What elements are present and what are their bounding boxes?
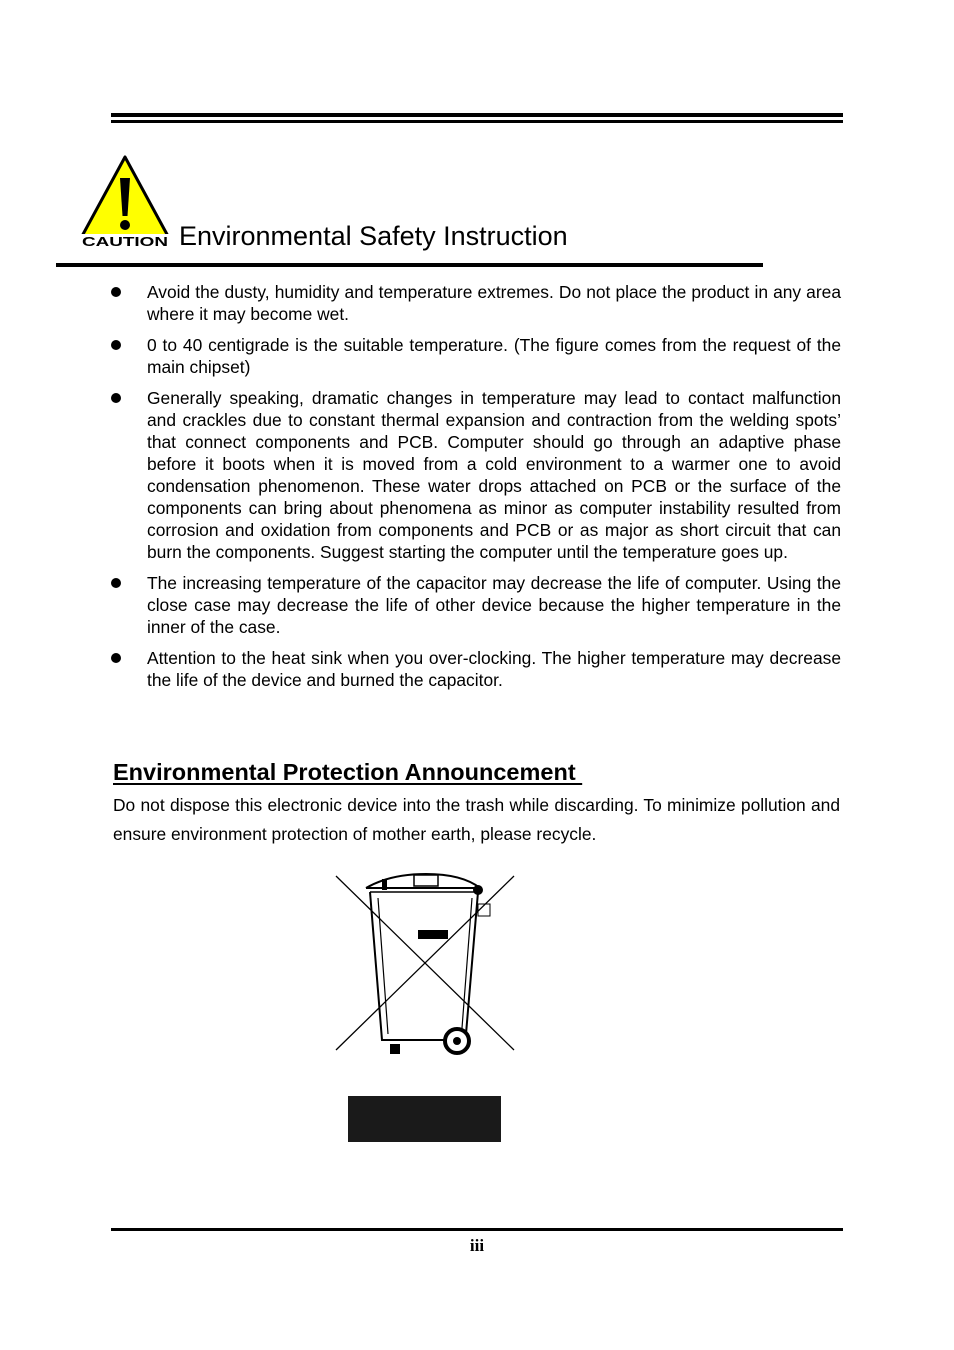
- list-item-text: Attention to the heat sink when you over-clocking. The higher temperature may decrease the life of the device and burned the capacitor.: [147, 648, 841, 690]
- crossed-out-wheelie-bin-icon: [330, 868, 522, 1060]
- bullet-icon: [111, 393, 121, 403]
- announcement-body: Do not dispose this electronic device into the trash while discarding. To minimize pollution and ensure environment protection of mother earth, please recycle.: [113, 795, 840, 844]
- list-item-text: Generally speaking, dramatic changes in temperature may lead to contact malfunction and crackles due to constant thermal expansion and contraction from the welding spots’ that connect components and PCB. Computer should go through an adaptive phase before it boots when it is moved from a cold environment to a warmer one to avoid condensation phenomenon. These water drops attached on PCB or the surface of the components can bring about phenomena as minor as computer instability resulted from corrosion and oxidation from components and PCB or as major as short circuit that can burn the components. Suggest starting the computer until the temperature goes up.: [147, 388, 841, 562]
- header-rule-thick: [111, 113, 843, 117]
- list-item: [111, 281, 841, 325]
- weee-solid-bar: [348, 1096, 501, 1142]
- section-title: Environmental Safety Instruction: [179, 221, 568, 251]
- list-item: [111, 387, 841, 563]
- footer-rule: [111, 1228, 843, 1231]
- bullet-icon: [111, 340, 121, 350]
- bullet-icon: [111, 287, 121, 297]
- list-item-text: Avoid the dusty, humidity and temperature extremes. Do not place the product in any area where it may become wet.: [147, 282, 841, 324]
- announcement-heading: Environmental Protection Announcement: [113, 759, 583, 785]
- list-item: [111, 334, 841, 378]
- caution-label: CAUTION: [82, 234, 168, 248]
- bullet-icon: [111, 578, 121, 588]
- header-rule-thin: [111, 120, 843, 123]
- list-item: [111, 647, 841, 691]
- caution-warning-icon: [79, 154, 171, 248]
- list-item-text: 0 to 40 centigrade is the suitable temperature. (The figure comes from the request of the main chipset): [147, 335, 841, 377]
- list-item-text: The increasing temperature of the capacitor may decrease the life of computer. Using the close case may decrease the life of other device because the higher temperature in the inner of the case.: [147, 573, 841, 637]
- safety-instruction-list: [111, 281, 841, 700]
- list-item: [111, 572, 841, 638]
- title-underline-rule: [56, 263, 763, 267]
- page-number: iii: [469, 1236, 485, 1255]
- bullet-icon: [111, 653, 121, 663]
